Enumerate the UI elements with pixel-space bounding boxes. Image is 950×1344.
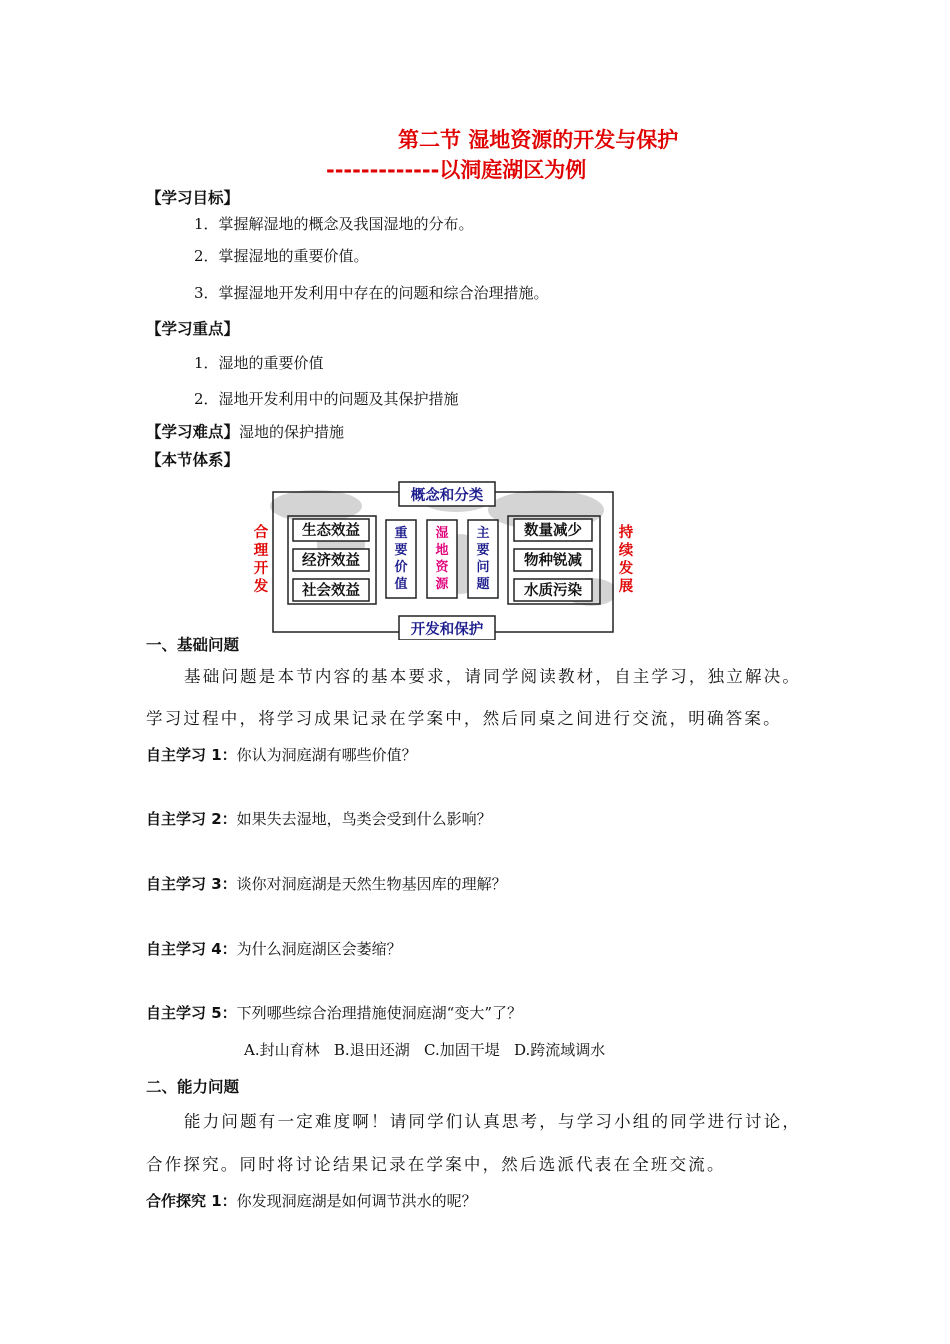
difficulty-text: 湿地的保护措施 — [239, 423, 345, 441]
left-side-char: 开 — [253, 561, 269, 577]
right-side-char: 持 — [618, 525, 634, 541]
question-text: 为什么洞庭湖区会萎缩？ — [236, 940, 402, 958]
left-side-char: 合 — [253, 525, 269, 541]
question-2 — [146, 808, 492, 829]
problem-column-char: 主 — [476, 526, 490, 541]
benefit-label: 生态效益 — [302, 523, 360, 539]
question-text: 如果失去湿地，鸟类会受到什么影响？ — [236, 810, 492, 828]
page-subtitle: -------------以洞庭湖区为例 — [326, 158, 587, 182]
key-point-item: 1．湿地的重要价值 — [194, 354, 324, 372]
objectives-heading: 【学习目标】 — [146, 189, 240, 207]
right-side-char: 展 — [618, 579, 634, 595]
cooperative-question-1 — [146, 1190, 477, 1211]
problem-label: 数量减少 — [524, 523, 582, 539]
question-label: 自主学习 2： — [146, 810, 237, 828]
right-side-char: 发 — [618, 561, 634, 577]
question-5-options: A.封山育林 B.退田还湖 C.加固干堤 D.跨流域调水 — [244, 1041, 606, 1059]
problem-label: 物种锐减 — [524, 553, 582, 569]
development-box-label: 开发和保护 — [410, 622, 484, 638]
question-1 — [146, 744, 417, 765]
key-point-item: 2．湿地开发利用中的问题及其保护措施 — [194, 390, 459, 408]
concept-box-label: 概念和分类 — [410, 488, 484, 504]
question-text: 谈你对洞庭湖是天然生物基因库的理解？ — [236, 875, 507, 893]
value-column-char: 价 — [394, 560, 408, 575]
question-label: 自主学习 4： — [146, 940, 237, 958]
concept-diagram — [246, 474, 646, 640]
right-side-char: 续 — [618, 543, 634, 559]
problem-column-char: 要 — [476, 543, 490, 558]
section2-paragraph: 合作探究。同时将讨论结果记录在学案中，然后选派代表在全班交流。 — [146, 1155, 726, 1174]
question-label: 自主学习 3： — [146, 875, 237, 893]
center-column-char: 源 — [435, 577, 449, 592]
question-label: 自主学习 1： — [146, 746, 237, 764]
question-4 — [146, 938, 402, 959]
question-text: 下列哪些综合治理措施使洞庭湖“变大”了？ — [236, 1004, 523, 1022]
value-column-char: 要 — [394, 543, 408, 558]
question-text: 你发现洞庭湖是如何调节洪水的呢？ — [236, 1192, 477, 1210]
problem-column-char: 问 — [476, 560, 490, 575]
left-side-char: 发 — [253, 579, 269, 595]
section1-heading: 一、基础问题 — [146, 636, 240, 654]
page-title: 第二节 湿地资源的开发与保护 — [398, 128, 679, 152]
section2-heading: 二、能力问题 — [146, 1078, 240, 1096]
difficulty-heading: 【学习难点】 — [146, 423, 240, 441]
value-column-char: 值 — [394, 577, 408, 592]
benefit-label: 社会效益 — [302, 583, 360, 599]
key-points-heading: 【学习重点】 — [146, 320, 240, 338]
problem-label: 水质污染 — [524, 583, 582, 599]
question-3 — [146, 873, 507, 894]
objective-item: 1．掌握解湿地的概念及我国湿地的分布。 — [194, 215, 474, 233]
center-column-char: 资 — [435, 560, 449, 575]
section2-paragraph: 能力问题有一定难度啊！请同学们认真思考，与学习小组的同学进行讨论， — [184, 1112, 802, 1131]
objective-item: 2．掌握湿地的重要价值。 — [194, 247, 369, 265]
question-5 — [146, 1002, 522, 1023]
center-column-char: 地 — [435, 543, 449, 558]
benefit-label: 经济效益 — [302, 553, 360, 569]
question-label: 自主学习 5： — [146, 1004, 237, 1022]
section1-paragraph: 学习过程中，将学习成果记录在学案中，然后同桌之间进行交流，明确答案。 — [146, 709, 782, 728]
left-side-char: 理 — [253, 543, 269, 559]
question-label: 合作探究 1： — [146, 1192, 237, 1210]
center-column-char: 湿 — [435, 526, 449, 541]
objective-item: 3．掌握湿地开发利用中存在的问题和综合治理措施。 — [194, 284, 549, 302]
value-column-char: 重 — [394, 526, 408, 541]
section1-paragraph: 基础问题是本节内容的基本要求，请同学阅读教材，自主学习，独立解决。 — [184, 667, 802, 686]
difficulty-line — [146, 420, 344, 442]
problem-column-char: 题 — [476, 577, 490, 592]
question-text: 你认为洞庭湖有哪些价值？ — [236, 746, 417, 764]
system-heading: 【本节体系】 — [146, 451, 240, 469]
